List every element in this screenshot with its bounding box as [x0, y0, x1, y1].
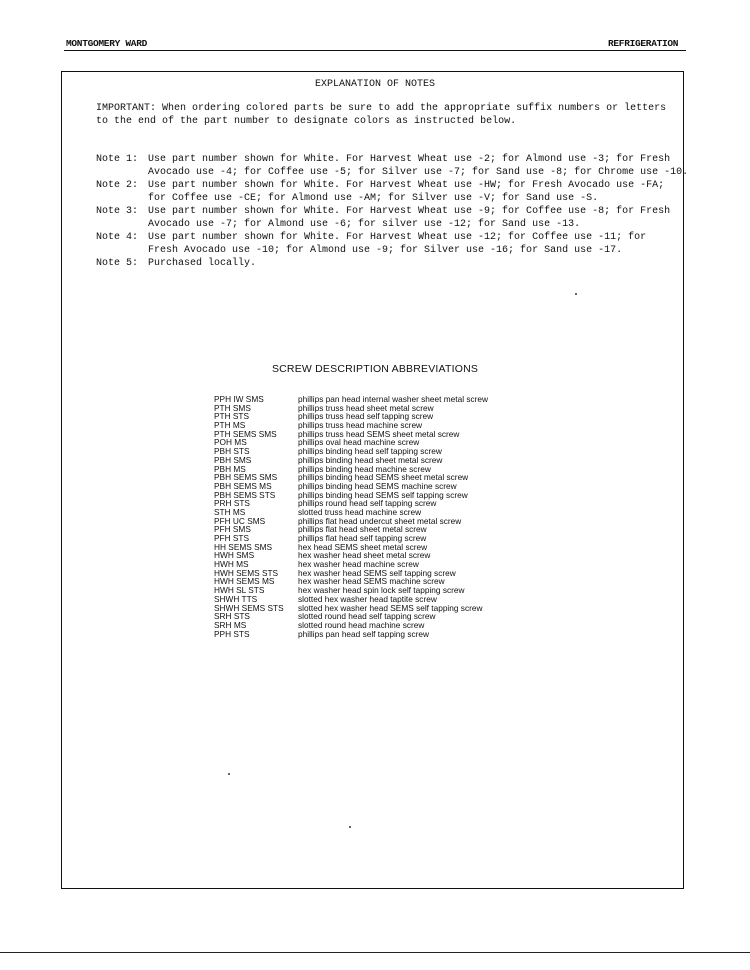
note-label: Note 1: [96, 154, 139, 165]
abbreviation-description: phillips flat head undercut sheet metal screw [298, 515, 462, 526]
note-text: Use part number shown for White. For Harvest Wheat use -2; for Almond use -3; for Fresh [148, 154, 671, 165]
speck [575, 293, 577, 295]
abbreviation-description: phillips truss head sheet metal screw [298, 402, 434, 413]
abbreviation-code: HWH SEMS MS [214, 576, 275, 587]
abbreviation-description: phillips binding head sheet metal screw [298, 454, 443, 465]
abbreviation-description: phillips binding head SEMS machine screw [298, 480, 457, 491]
note-1 [96, 153, 689, 178]
abbreviation-code: PPH STS [214, 628, 250, 639]
abbreviation-description: slotted hex washer head taptite screw [298, 593, 437, 604]
header-section: REFRIGERATION [608, 38, 679, 49]
footer-rule [0, 952, 750, 953]
abbreviation-description: hex head SEMS sheet metal screw [298, 541, 428, 552]
abbreviation-description: phillips oval head machine screw [298, 437, 420, 448]
abbreviation-description: phillips round head self tapping screw [298, 498, 437, 509]
abbreviation-description: phillips pan head self tapping screw [298, 628, 429, 639]
abbreviation-code: PTH SEMS SMS [214, 428, 277, 439]
notes-title: EXPLANATION OF NOTES [314, 79, 436, 90]
header-rule [64, 50, 686, 51]
abbreviation-code: PFH UC SMS [214, 515, 266, 526]
abbreviation-description: hex washer head SEMS self tapping screw [298, 567, 456, 578]
important-notice [96, 102, 666, 128]
note-label: Note 3: [96, 206, 139, 217]
abbreviation-description: phillips flat head sheet metal screw [298, 524, 427, 535]
abbreviation-code: SRH STS [214, 611, 250, 622]
abbreviation-code: PBH SMS [214, 454, 252, 465]
abbreviation-code: PFH SMS [214, 524, 251, 535]
note-3 [96, 205, 671, 230]
abbreviation-description: hex washer head SEMS machine screw [298, 576, 445, 587]
note-label: Note 2: [96, 180, 139, 191]
abbreviation-description: hex washer head spin lock self tapping screw [298, 585, 465, 596]
abbreviation-description: phillips binding head SEMS self tapping screw [298, 489, 468, 500]
note-text: Purchased locally. [148, 258, 257, 269]
note-text: Fresh Avocado use -10; for Almond use -9; for Silver use -16; for Sand use -17. [148, 245, 623, 256]
speck [228, 773, 230, 775]
note-text: Use part number shown for White. For Harvest Wheat use -12; for Coffee use -11; for [148, 232, 647, 243]
abbreviation-description: phillips truss head SEMS sheet metal screw [298, 428, 460, 439]
abbreviation-code: PTH SMS [214, 402, 251, 413]
abbreviation-description: phillips pan head internal washer sheet metal screw [298, 394, 489, 404]
note-text: Use part number shown for White. For Harvest Wheat use -HW; for Fresh Avocado use -FA; [148, 180, 665, 191]
abbreviation-code: HWH SMS [214, 550, 255, 561]
abbreviation-description: phillips truss head self tapping screw [298, 411, 434, 422]
header-brand: MONTGOMERY WARD [66, 38, 148, 49]
abbreviation-description: hex washer head machine screw [298, 559, 419, 570]
abbreviation-description: slotted truss head machine screw [298, 506, 422, 517]
note-4 [96, 231, 647, 256]
abbreviation-description: phillips flat head self tapping screw [298, 533, 427, 543]
abbreviation-description: slotted hex washer head SEMS self tapping screw [298, 602, 483, 613]
abbreviation-code: SHWH TTS [214, 593, 258, 604]
speck [349, 826, 351, 828]
abbreviation-description: phillips binding head self tapping screw [298, 446, 442, 457]
important-line: to the end of the part number to designate colors as instructed below. [96, 116, 517, 127]
abbreviation-code: PPH IW SMS [214, 394, 264, 404]
abbreviation-description: phillips truss head machine screw [298, 420, 423, 431]
note-2 [96, 179, 665, 204]
abbreviation-code: SRH MS [214, 619, 247, 630]
abbreviation-description: hex washer head sheet metal screw [298, 550, 431, 561]
abbreviation-code: PBH MS [214, 463, 246, 474]
note-text: Use part number shown for White. For Harvest Wheat use -9; for Coffee use -8; for Fresh [148, 206, 671, 217]
abbreviation-code: PBH SEMS SMS [214, 472, 278, 483]
abbreviation-code: PBH SEMS STS [214, 489, 276, 500]
note-label: Note 5: [96, 258, 139, 269]
abbreviation-code: HH SEMS SMS [214, 541, 273, 552]
note-text: Avocado use -7; for Almond use -6; for silver use -12; for Sand use -13. [148, 219, 581, 230]
abbreviations-title: SCREW DESCRIPTION ABBREVIATIONS [271, 363, 479, 375]
abbreviation-code: PTH STS [214, 411, 250, 422]
abbreviation-code: STH MS [214, 506, 246, 517]
abbreviation-code: PRH STS [214, 498, 250, 509]
abbreviation-code: PTH MS [214, 420, 246, 431]
abbreviation-code: PFH STS [214, 533, 250, 543]
abbreviation-description: phillips binding head SEMS sheet metal screw [298, 472, 469, 483]
abbreviation-code: HWH SL STS [214, 585, 265, 596]
abbreviation-code: SHWH SEMS STS [214, 602, 284, 613]
note-text: for Coffee use -CE; for Almond use -AM; for Silver use -V; for Sand use -S. [148, 193, 599, 204]
abbreviation-code: POH MS [214, 437, 247, 448]
abbreviation-code: PBH STS [214, 446, 250, 457]
note-5 [96, 257, 257, 270]
important-line: IMPORTANT: When ordering colored parts be sure to add the appropriate suffix numbers or letters [96, 103, 667, 114]
note-label: Note 4: [96, 232, 139, 243]
abbreviation-description: phillips binding head machine screw [298, 463, 431, 474]
abbreviation-code: HWH SEMS STS [214, 567, 279, 578]
abbreviation-code: PBH SEMS MS [214, 480, 272, 491]
abbreviation-description: slotted round head machine screw [298, 619, 425, 630]
abbreviation-code: HWH MS [214, 559, 249, 570]
abbreviation-description: slotted round head self tapping screw [298, 611, 436, 622]
note-text: Avocado use -4; for Coffee use -5; for Silver use -7; for Sand use -8; for Chrome use -10. [148, 167, 689, 178]
